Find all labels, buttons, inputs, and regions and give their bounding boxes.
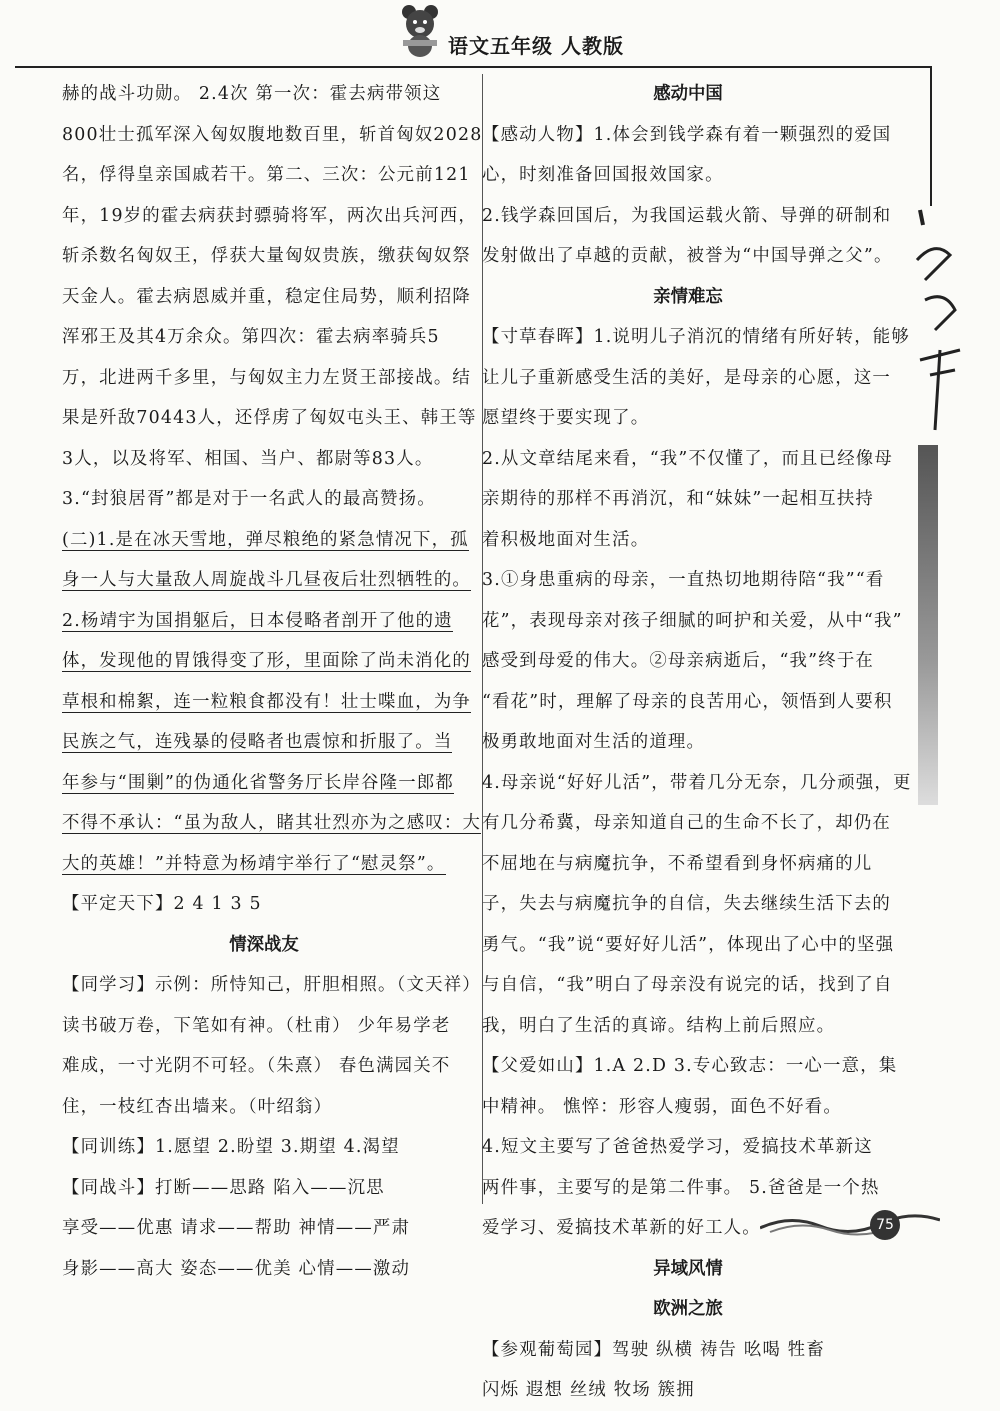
right-text-line: 让儿子重新感受生活的美好，是母亲的心愿，这一 (482, 367, 891, 388)
left-text-line: 名，俘得皇亲国戚若干。第二、三次：公元前121 (62, 165, 471, 185)
right-text-line: 两件事，主要写的是第二件事。 5.爸爸是一个热 (482, 1177, 880, 1198)
right-text-line: 【参观葡萄园】驾驶 纵横 祷告 吆喝 牲畜 (482, 1339, 825, 1360)
left-text-line: 斩杀数名匈奴王，俘获大量匈奴贵族，缴获匈奴祭 (62, 246, 471, 266)
right-text-line: 子，失去与病魔抗争的自信，失去继续生活下去的 (482, 894, 891, 914)
left-text-line (62, 844, 466, 885)
left-text-line (62, 682, 471, 723)
right-text-line: 花”，表现母亲对孩子细腻的呵护和关爱，从中“我” (482, 610, 903, 631)
right-text-line: 有几分希冀，母亲知道自己的生命不长了，却仍在 (482, 813, 891, 833)
underlined-text: 不得不承认：“虽为敌人，睹其壮烈亦为之感叹：大 (62, 813, 482, 833)
right-text-line: 不屈地在与病魔抗争，不希望看到身怀病痛的儿 (482, 853, 873, 874)
right-text-line: 【父爱如山】1.A 2.D 3.专心致志：一心一意，集 (482, 1056, 898, 1076)
left-column (62, 74, 483, 1289)
underlined-text: 体，发现他的胃饿得变了形，里面除了尚未消化的 (62, 651, 471, 671)
header-rule (15, 66, 930, 68)
right-text-line: 我，明白了生活的真谛。结构上前后照应。 (482, 1015, 836, 1036)
right-text-line: 4.母亲说“好好儿活”，带着几分无奈，几分顽强，更 (482, 772, 912, 793)
left-text-line: 800壮士孤军深入匈奴腹地数百里，斩首匈奴2028 (62, 124, 483, 145)
right-text-line: 闪烁 遐想 丝绒 牧场 簇拥 (482, 1380, 695, 1400)
underlined-text: 民族之气，连残暴的侵略者也震惊和折服了。当 (62, 732, 453, 752)
left-text-line: 【同训练】1.愿望 2.盼望 3.期望 4.渴望 (62, 1137, 400, 1157)
left-text-line (62, 763, 466, 804)
left-text-line (62, 520, 469, 561)
left-text-line: 浑邪王及其4万余众。第四次：霍去病率骑兵5 (62, 327, 440, 347)
side-tab-gradient (918, 445, 938, 805)
right-text-line: 愿望终于要实现了。 (482, 408, 650, 428)
underlined-text: 年参与“围剿”的伪通化省警务厅长岸谷隆一郎都 (62, 772, 454, 793)
header-rule-right (930, 66, 932, 206)
right-text-line: 与自信，“我”明白了母亲没有说完的话，找到了自 (482, 975, 893, 995)
right-section-heading: 亲情难忘 (653, 286, 723, 307)
left-text-line: 【同学习】示例：所恃知己，肝胆相照。（文天祥） (62, 975, 481, 995)
right-text-line: 极勇敢地面对生活的道理。 (482, 732, 706, 752)
left-text-line: 享受——优惠 请求——帮助 神情——严肃 (62, 1218, 411, 1238)
left-text-line: 读书破万卷，下笔如有神。（杜甫） 少年易学老 (62, 1015, 451, 1036)
left-text-line: 果是歼敌70443人，还俘虏了匈奴屯头王、韩王等 (62, 408, 477, 428)
page-number: 75 (870, 1210, 900, 1240)
right-section-heading: 欧洲之旅 (653, 1299, 723, 1319)
right-text-line: 2.钱学森回国后，为我国运载火箭、导弹的研制和 (482, 205, 892, 226)
left-text-line: 住，一枝红杏出墙来。（叶绍翁） (62, 1096, 333, 1117)
left-text-line: 赫的战斗功勋。 2.4次 第一次：霍去病带领这 (62, 84, 442, 104)
left-text-line: 难成，一寸光阴不可轻。（朱熹） 春色满园关不 (62, 1056, 451, 1076)
right-text-line: “看花”时，理解了母亲的良苦用心，领悟到人要积 (482, 691, 893, 712)
left-text-line: 天金人。霍去病恩威并重，稳定住局势，顺利招降 (62, 286, 471, 307)
left-text-line (62, 722, 466, 763)
right-section-heading: 感动中国 (653, 84, 723, 104)
right-text-line: 中精神。 憔悴：形容人瘦弱，面色不好看。 (482, 1096, 842, 1117)
header-title: 语文五年级 人教版 (448, 34, 624, 58)
right-text-line: 亲期待的那样不再消沉，和“妹妹”一起相互扶持 (482, 489, 874, 509)
left-text-line: 【平定天下】2 4 1 3 5 (62, 894, 262, 914)
right-text-line: 发射做出了卓越的贡献，被誉为“中国导弹之父”。 (482, 246, 893, 266)
right-text-line: 3.①身患重病的母亲，一直热切地期待陪“我”“看 (482, 570, 885, 590)
underlined-text: (二)1.是在冰天雪地，弹尽粮绝的紧急情况下，孤 (62, 529, 469, 550)
left-text-line (62, 803, 482, 844)
right-text-line: 感受到母爱的伟大。②母亲病逝后，“我”终于在 (482, 651, 874, 671)
calligraphy-emblem-icon (905, 200, 975, 450)
underlined-text: 大的英雄！”并特意为杨靖宇举行了“慰灵祭”。 (62, 853, 446, 874)
underlined-text: 2.杨靖宇为国捐躯后，日本侵略者剖开了他的遗 (62, 610, 453, 631)
right-text-line: 4.短文主要写了爸爸热爱学习，爱搞技术革新这 (482, 1137, 873, 1157)
right-text-line: 着积极地面对生活。 (482, 529, 650, 550)
left-text-line: 身影——高大 姿态——优美 心情——激动 (62, 1258, 411, 1279)
right-section-heading: 异域风情 (653, 1258, 723, 1279)
left-text-line: 3.“封狼居胥”都是对于一名武人的最高赞扬。 (62, 489, 436, 509)
left-text-line: 3人，以及将军、相国、当户、都尉等83人。 (62, 448, 434, 469)
left-text-line: 万，北进两千多里，与匈奴主力左贤王部接战。结 (62, 367, 471, 388)
right-text-line: 【感动人物】1.体会到钱学森有着一颗强烈的爱国 (482, 124, 892, 145)
right-text-line: 【寸草春晖】1.说明儿子消沉的情绪有所好转，能够 (482, 327, 910, 347)
right-text-line: 2.从文章结尾来看，“我”不仅懂了，而且已经像母 (482, 448, 893, 469)
right-text-line: 爱学习、爱搞技术革新的好工人。 (482, 1218, 761, 1238)
right-text-line: 心，时刻准备回国报效国家。 (482, 165, 724, 185)
left-text-line (62, 641, 471, 682)
teddy-bear-mascot-icon (395, 2, 445, 58)
footer-wave-ornament-icon (760, 1210, 940, 1236)
left-text-line (62, 560, 471, 601)
left-text-line: 【同战斗】打断——思路 陷入——沉思 (62, 1177, 385, 1198)
underlined-text: 草根和棉絮，连一粒粮食都没有！壮士喋血，为争 (62, 691, 471, 712)
left-text-line (62, 601, 466, 642)
left-section-heading: 情深战友 (229, 934, 299, 955)
right-text-line: 勇气。“我”说“要好好儿活”，体现出了心中的坚强 (482, 934, 895, 955)
underlined-text: 身一人与大量敌人周旋战斗几昼夜后壮烈牺牲的。 (62, 570, 471, 590)
page-header (0, 0, 1000, 70)
left-text-line: 年，19岁的霍去病获封骠骑将军，两次出兵河西， (62, 205, 477, 226)
